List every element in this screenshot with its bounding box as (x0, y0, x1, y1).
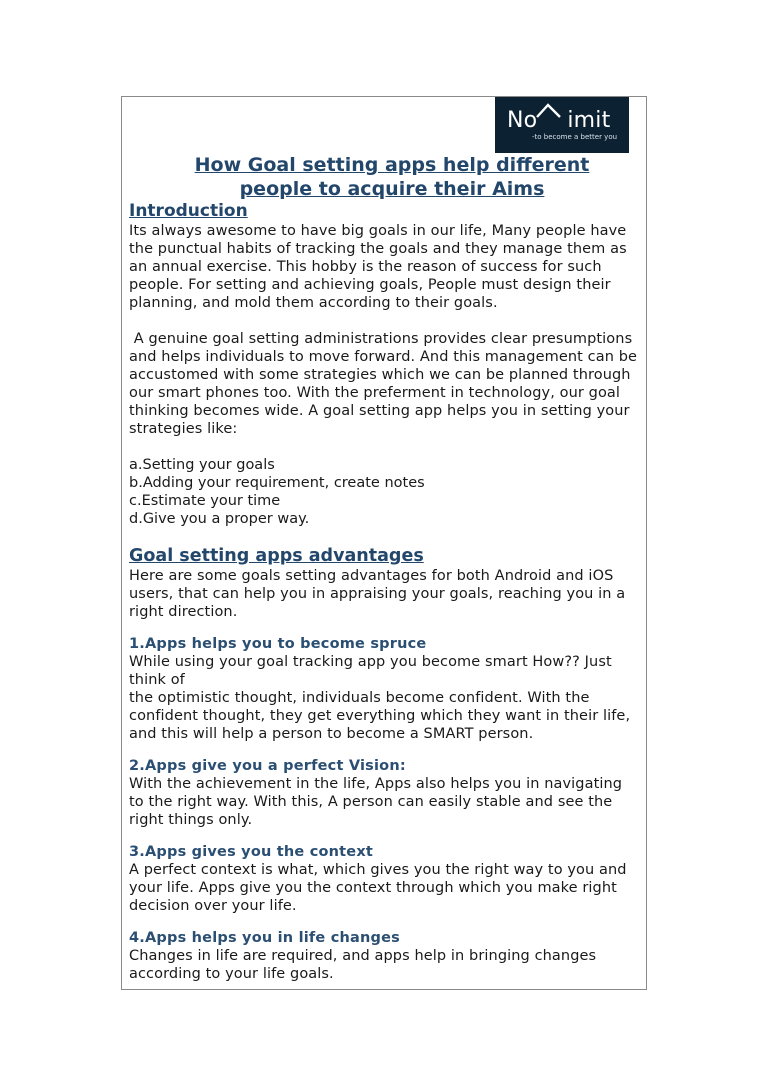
list-item: b.Adding your requirement, create notes (129, 475, 425, 491)
intro-heading: Introduction (129, 201, 248, 221)
list-item: d.Give you a proper way. (129, 511, 310, 527)
section-heading: 2.Apps give you a perfect Vision: (129, 758, 406, 774)
section-heading: 3.Apps gives you the context (129, 844, 374, 860)
section-text: the optimistic thought, individuals become confident. With the confident thought, they get everything which they want in their life, and this will help a person to become a SMART person. (129, 690, 631, 742)
section-1 (129, 635, 641, 743)
list-item: c.Estimate your time (129, 493, 281, 509)
logo-tagline: -to become a better you (532, 133, 618, 141)
intro-paragraph-2: A genuine goal setting administrations provides clear presumptions and helps individuals to move forward. And this management can be accustomed with some strategies which we can be planned through our smart phones too. With the preferment in technology, our goal thinking becomes wide. A goal setting app helps you in setting your strategies like: (129, 331, 642, 437)
advantages-paragraph: Here are some goals setting advantages for both Android and iOS users, that can help you in appraising your goals, reaching you in a right direction. (129, 568, 626, 620)
section-2 (129, 757, 641, 829)
title-line-1: How Goal setting apps help different (194, 154, 590, 176)
list-item: a.Setting your goals (129, 457, 275, 473)
document-title (129, 153, 641, 201)
title-line-2: people to acquire their Aims (239, 178, 545, 200)
section-4 (129, 929, 641, 983)
intro-paragraph-1: Its always awesome to have big goals in our life, Many people have the punctual habits of tracking the goals and they manage them as an annual exercise. This hobby is the reason of success for such people. For setting and achieving goals, People must design their planning, and mold them according to their goals. (129, 223, 627, 311)
section-text: With the achievement in the life, Apps also helps you in navigating to the right way. With this, A person can easily stable and see the right things only. (129, 776, 623, 828)
section-text: While using your goal tracking app you become smart How?? Just think of (129, 654, 612, 688)
section-text: A perfect context is what, which gives you the right way to you and your life. Apps give you the context through which you make right decision over your life. (129, 862, 627, 914)
document-content (129, 153, 641, 983)
caret-up-icon (534, 102, 564, 118)
brand-logo (495, 97, 629, 153)
logo-word-right: imit (567, 108, 611, 133)
section-heading: 1.Apps helps you to become spruce (129, 636, 427, 652)
section-heading: 4.Apps helps you in life changes (129, 930, 400, 946)
logo-word-left: No (507, 108, 538, 133)
section-3 (129, 843, 641, 915)
goal-list (129, 456, 641, 528)
section-text: Changes in life are required, and apps help in bringing changes according to your life goals. (129, 948, 597, 982)
advantages-heading: Goal setting apps advantages (129, 546, 424, 566)
